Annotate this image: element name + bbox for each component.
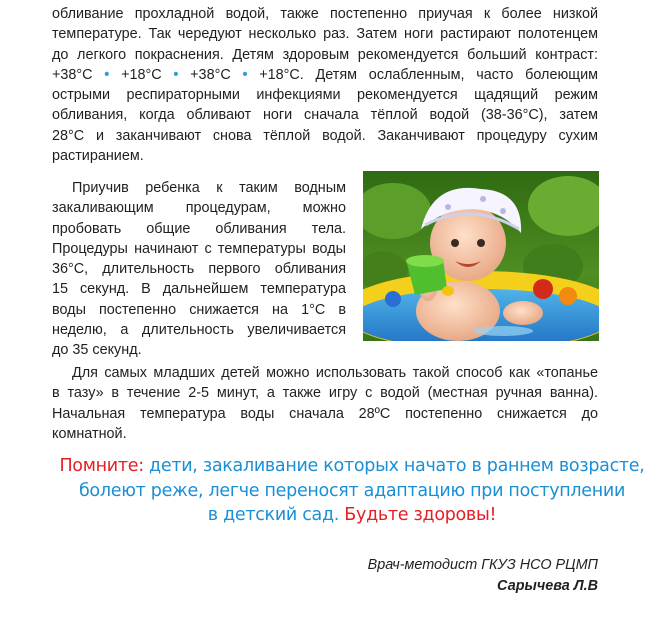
reminder-closing: Будьте здоровы! [339,505,497,525]
text-line: комнатной. [52,425,127,442]
reminder-block [52,454,650,528]
paragraph-contrast-douche [52,4,598,166]
text-line: неделю, а длительность увеличивается [52,322,346,339]
reminder-line [52,454,650,479]
text-line: обливания, когда обливают ноги сначала тёплой водой (38-36°С), затем [52,107,598,124]
text-line: острыми респираторными инфекциями рекомендуется щадящий режим [52,87,598,104]
text-line: Процедуры начинают с температуры воды [52,240,346,257]
paragraph-general-douche [52,178,346,361]
text-line: растиранием. [52,148,144,165]
text-line: 36°С, длительность первого обливания [52,261,346,278]
bullet-icon: • [173,66,179,83]
baby-in-pool-photo [363,171,599,341]
bullet-icon: • [242,66,248,83]
text-line: пробовать общие обливания тела. [52,220,346,237]
text-line: в тазу» в течение 2-5 минут, а также игру с водой (местная ручная ванна). [52,385,598,402]
temperature-value: +38°С [190,66,231,83]
signature-name: Сарычева Л.В [496,578,598,594]
reminder-text: в детский сад. [207,505,340,525]
paragraph-youngest-children [52,363,598,444]
temperature-value: +18°С. [259,66,304,83]
temperature-value: +38°С [52,66,93,83]
reminder-label: Помните: [59,456,144,476]
temperature-value: +18°С [121,66,162,83]
reminder-line: болеют реже, легче переносят адаптацию при поступлении [78,480,626,501]
text-line: обливание прохладной водой, также постепенно приучая к более низкой [52,6,598,22]
reminder-line [52,503,650,528]
temperature-contrast-line [52,65,598,85]
signature-position: Врач-методист ГКУЗ НСО РЦМП [367,557,598,573]
text-line: воды постепенно снижается на 1°С в [52,301,346,318]
text-line: Для самых младших детей можно использовать такой способ как «топанье [72,365,598,381]
reminder-text: дети, закаливание которых начато в раннем возрасте, [143,456,645,476]
text-line: Приучив ребенка к таким водным [72,180,346,196]
text-line: закаливающим процедурам, можно [52,200,346,217]
text-segment: Детям ослабленным, часто болеющим [315,66,599,83]
text-line: температуре. Так чередуют несколько раз. Затем ноги растирают полотенцем [52,26,598,43]
text-line: до легкого покраснения. Детям здоровым рекомендуется больший контраст: [52,46,598,63]
text-line: до 35 секунд. [52,342,142,359]
bullet-icon: • [104,66,110,83]
text-line: Начальная температура воды сначала 28ºС постепенно снижается до [52,405,598,422]
text-line: 15 секунд. В дальнейшем температура [52,281,346,298]
text-line: 28°С и заканчивают снова тёплой водой. Заканчивают процедуру сухим [52,127,598,144]
